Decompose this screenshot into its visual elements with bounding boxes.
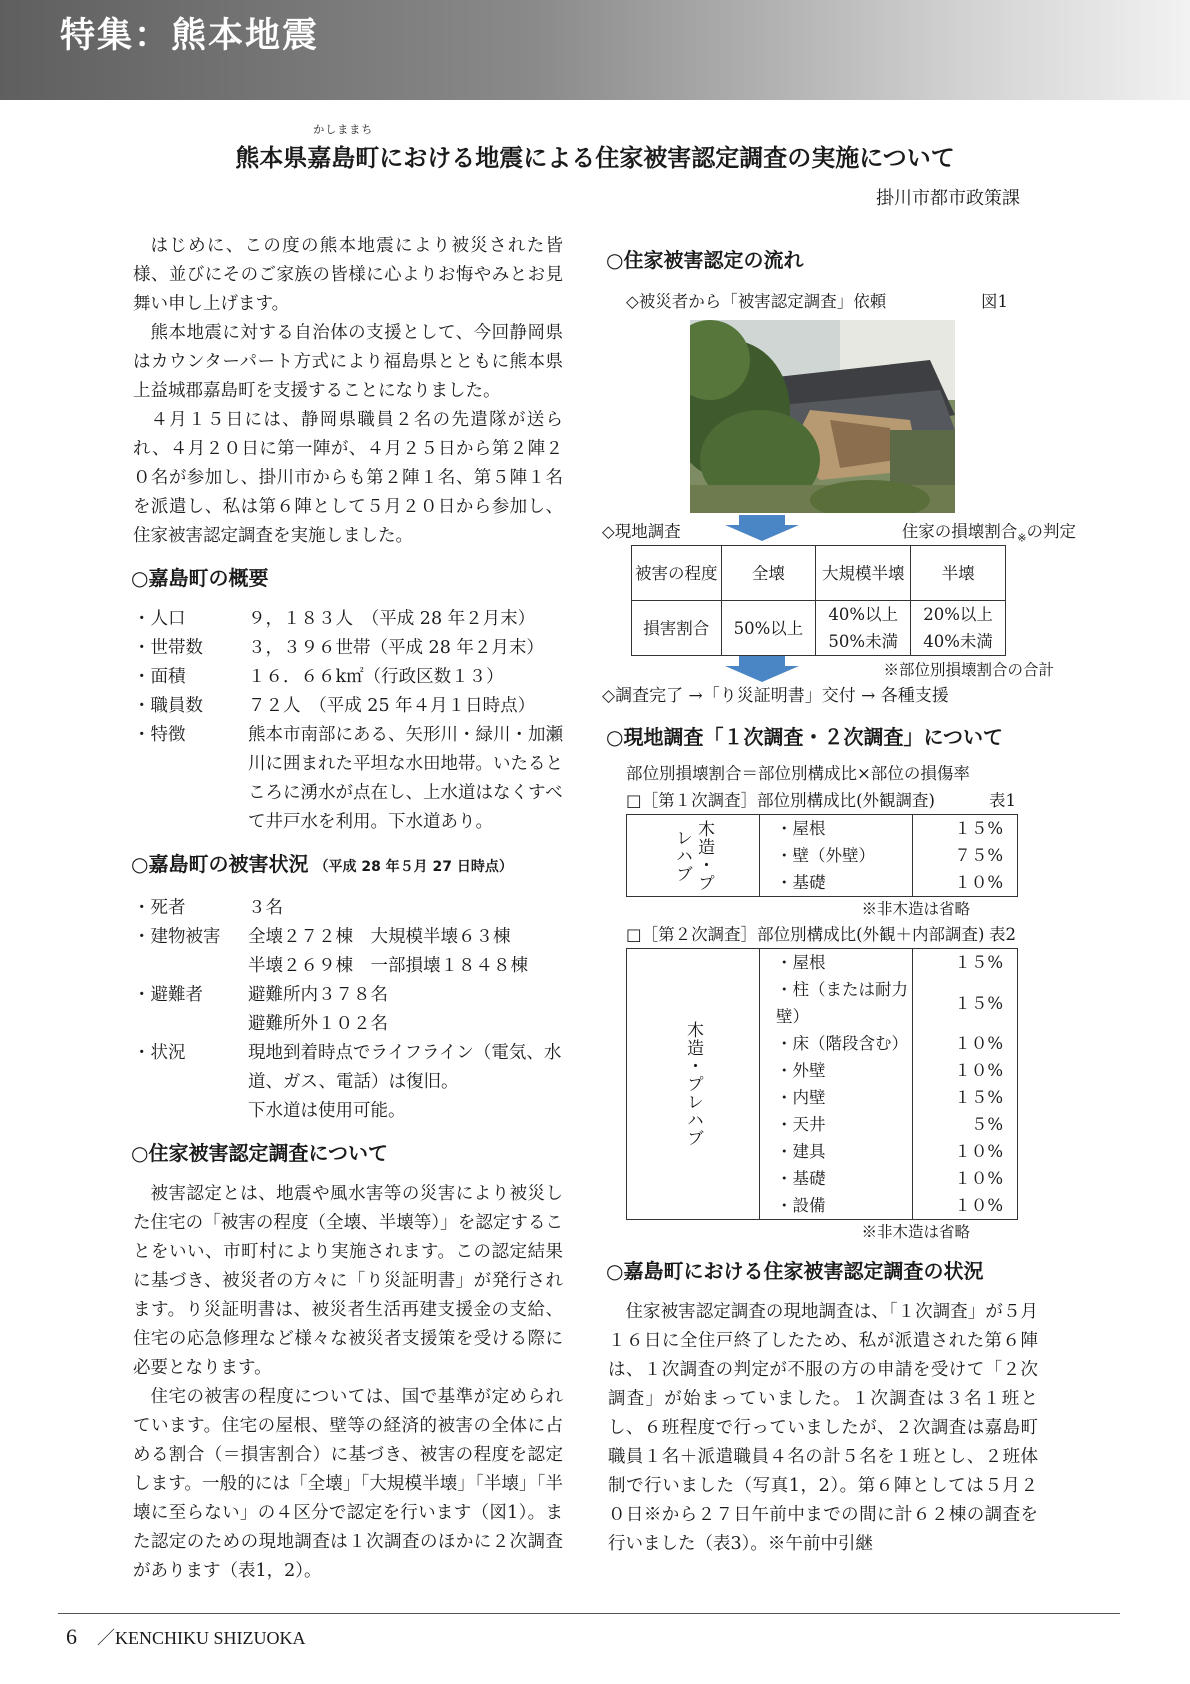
survey-paragraph-1: 被害認定とは、地震や風水害等の災害により被災した住宅の「被害の程度（全壊、半壊等）」を認定することをいい、市町村により実施されます。この認定結果に基づき、被災者の方々に「り災証明書」が発行されます。り災証明書は、被災者生活再建支援金の支給、住宅の応急修理など様々な被災者支援策を受ける際に必要となります。 [133, 1184, 563, 1378]
damage-item: ・状況 現地到着時点でライフライン（電気、水道、ガス、電話）は復旧。 下水道は使用可能。 [133, 1043, 562, 1121]
article-title [0, 123, 1190, 173]
page-number: 6 [66, 1624, 77, 1649]
flow-heading: ○住家被害認定の流れ [606, 248, 804, 272]
formula: 部位別損壊割合＝部位別構成比×部位の損傷率 [626, 764, 970, 783]
table2-note: ※非木造は省略 [861, 1223, 970, 1241]
part-percent: １５% [913, 815, 1018, 843]
value-cell: 40%以上 50%未満 [816, 601, 911, 656]
header-cell: 被害の程度 [632, 546, 722, 601]
footer [66, 1624, 306, 1650]
part-percent: １０% [913, 1030, 1018, 1057]
collapsed-house-photo [690, 320, 955, 513]
down-arrow-icon [725, 515, 799, 541]
status-heading: ○嘉島町における住家被害認定調査の状況 [606, 1259, 984, 1283]
overview-item: ・人口 ９，１８３人 （平成 28 年２月末） [133, 609, 536, 629]
intro-paragraph-3: ４月１５日には、静岡県職員２名の先遣隊が送られ、４月２０日に第一陣が、４月２５日から第２陣２０名が参加し、掛川市からも第２陣１名、第５陣１名を派遣し、私は第６陣として５月２０日から参加し、住家被害認定調査を実施しました。 [133, 410, 563, 546]
part-name: ・天井 [760, 1111, 913, 1138]
part-percent: １５% [913, 976, 1018, 1030]
part-name: ・内壁 [760, 1084, 913, 1111]
field-heading: ○現地調査「１次調査・２次調査」について [606, 725, 1004, 749]
row-label-cell: 損害割合 [632, 601, 722, 656]
damage-item: ・避難者 避難所内３７８名 避難所外１０２名 [133, 985, 388, 1034]
table1-note: ※非木造は省略 [861, 900, 970, 918]
title-ruby-reading: かしままち [313, 123, 374, 136]
flow-step-1: ◇被災者から「被害認定調査」依頼 図1 [626, 287, 1038, 316]
overview-heading: ○嘉島町の概要 [131, 566, 269, 590]
title-ruby-base: 嘉島町 [307, 144, 380, 172]
flow-step-3: ◇調査完了 →「り災証明書」交付 → 各種支援 [602, 686, 949, 706]
header-cell: 半壊 [911, 546, 1006, 601]
flow-arrow-row [608, 656, 1054, 682]
value-cell: 50%以上 [721, 601, 816, 656]
title-ruby [307, 123, 380, 173]
overview-item: ・職員数 ７２人 （平成 25 年４月１日時点） [133, 696, 536, 716]
footer-divider [58, 1613, 1120, 1614]
overview-item: ・面積 １６．６６k㎡（行政区数１３） [133, 667, 504, 687]
header-cell: 大規模半壊 [816, 546, 911, 601]
photo-illustration [690, 320, 955, 513]
figure-label: 図1 [981, 292, 1008, 311]
overview-item: ・世帯数 ３，３９６世帯（平成 28 年２月末） [133, 638, 544, 658]
part-name: ・設備 [760, 1192, 913, 1220]
part-percent: １５% [913, 1084, 1018, 1111]
overview-list [133, 605, 563, 837]
part-name: ・壁（外壁） [760, 842, 913, 869]
flow-note: ※部位別損壊割合の合計 [883, 661, 1054, 679]
part-percent: １０% [913, 1192, 1018, 1220]
intro-paragraph-1: はじめに、この度の熊本地震により被災された皆様、並びにそのご家族の皆様に心よりお悔やみとお見舞い申し上げます。 [133, 236, 563, 314]
part-name: ・建具 [760, 1138, 913, 1165]
author: 掛川市都市政策課 [876, 188, 1020, 209]
table1 [626, 814, 1018, 897]
overview-item: ・特徴 熊本市南部にある、矢形川・緑川・加瀬川に囲まれた平坦な水田地帯。いたるところに湧水が点在し、上水道はなくすべて井戸水を利用。下水道あり。 [133, 725, 563, 832]
part-percent: ７５% [913, 842, 1018, 869]
header-cell: 全壊 [721, 546, 816, 601]
section-banner [0, 0, 1190, 100]
damage-item: ・死者 ３名 [133, 898, 283, 918]
right-column [602, 245, 1076, 1559]
table1-title: □［第１次調査］部位別構成比(外観調査) 表1 [626, 791, 1016, 810]
damage-item: ・建物被害 全壊２７２棟 大規模半壊６３棟 半壊２６９棟 一部損壊１８４８棟 [133, 927, 528, 976]
part-name: ・屋根 [760, 815, 913, 843]
part-name: ・床（階段含む） [760, 1030, 913, 1057]
title-part-1: 熊本県 [235, 144, 308, 172]
value-cell: 20%以上 40%未満 [911, 601, 1006, 656]
part-percent: １０% [913, 1138, 1018, 1165]
damage-status-list [133, 894, 563, 1126]
survey-paragraph-2: 住宅の被害の程度については、国で基準が定められています。住宅の屋根、壁等の経済的被害の全体に占める割合（＝損害割合）に基づき、被害の程度を認定します。一般的には「全壊」「大規模半壊」「半壊」「半壊に至らない」の４区分で認定を行います（図1）。また認定のための現地調査は１次調査のほかに２次調査があります（表1，2）。 [133, 1387, 563, 1581]
part-name: ・外壁 [760, 1057, 913, 1084]
intro-paragraph-2: 熊本地震に対する自治体の支援として、今回静岡県はカウンターパート方式により福島県とともに熊本県上益城郡嘉島町を支援することになりました。 [133, 323, 563, 401]
part-name: ・基礎 [760, 869, 913, 897]
part-name: ・柱（または耐力壁） [760, 976, 913, 1030]
damage-status-heading: ○嘉島町の被害状況 （平成 28 年５月 27 日時点） [131, 852, 513, 876]
left-column [133, 232, 563, 1586]
part-percent: １５% [913, 949, 1018, 977]
survey-heading: ○住家被害認定調査について [131, 1141, 389, 1165]
title-part-2: における地震による住家被害認定調査の実施について [379, 144, 955, 172]
status-paragraph: 住家被害認定調査の現地調査は、「１次調査」が５月１６日に全住戸終了したため、私が派遣された第６陣は、１次調査の判定が不服の方の申請を受けて「２次調査」が始まっていました。１次調査は３名１班とし、６班程度で行っていましたが、２次調査は嘉島町職員１名＋派遣職員４名の計５名を１班とし、２班体制で行いました（写真1，2）。第６陣としては５月２０日※から２７日午前中までの間に計６２棟の調査を行いました（表3）。※午前中引継 [608, 1302, 1038, 1554]
damage-ratio-table [631, 545, 1006, 656]
part-percent: １０% [913, 869, 1018, 897]
part-percent: １０% [913, 1165, 1018, 1192]
part-percent: １０% [913, 1057, 1018, 1084]
part-name: ・基礎 [760, 1165, 913, 1192]
flow-step-2: ◇現地調査 住家の損壊割合$_※$の判定 [608, 517, 1038, 545]
table2-title: □［第２次調査］部位別構成比(外観＋内部調査) 表2 [626, 925, 1016, 944]
category-cell: 木造・プレハブ [627, 949, 760, 1220]
part-name: ・屋根 [760, 949, 913, 977]
part-percent: ５% [913, 1111, 1018, 1138]
journal-name: ／KENCHIKU SHIZUOKA [97, 1628, 306, 1648]
table2 [626, 948, 1018, 1220]
banner-title: 特集：熊本地震 [60, 16, 320, 56]
down-arrow-icon [725, 656, 799, 682]
category-cell: 木造・プレハブ [627, 815, 760, 897]
